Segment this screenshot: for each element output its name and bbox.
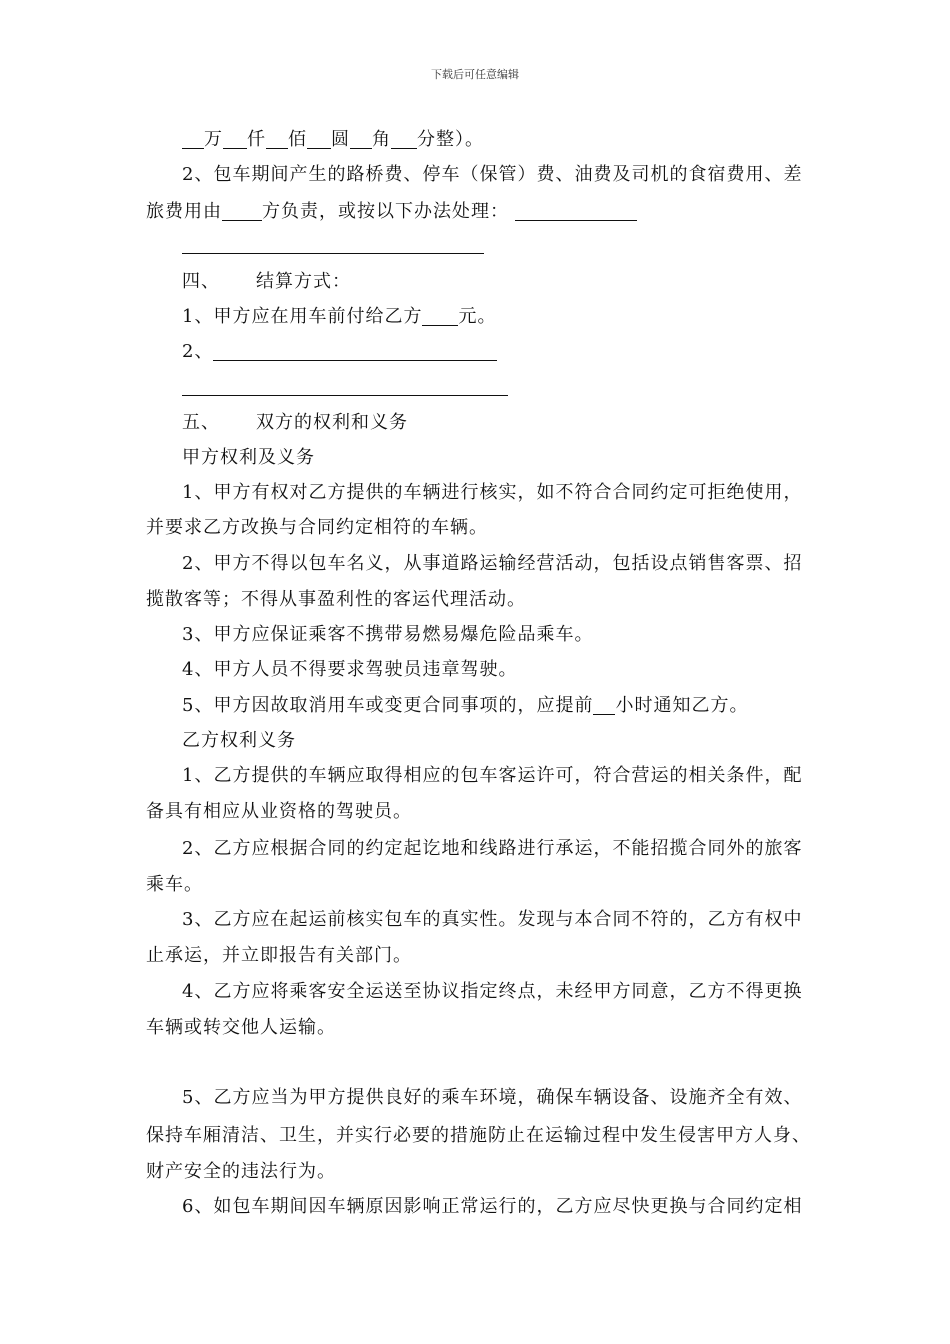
page-header: 下载后可任意编辑: [431, 68, 519, 81]
section-number: 五、: [182, 412, 220, 433]
blank: [222, 202, 262, 221]
text: 小时通知乙方。: [615, 695, 749, 716]
paragraph-line: [146, 200, 637, 224]
paragraph-line: [182, 340, 497, 364]
section-number: 四、: [182, 271, 220, 292]
unit-wan: 万: [204, 129, 223, 150]
text: 1、甲方应在用车前付给乙方: [182, 306, 423, 327]
text: 方负责，或按以下办法处理：: [262, 201, 509, 222]
amount-words-line: [182, 128, 484, 152]
paragraph-line: 车辆或转交他人运输。: [146, 1017, 336, 1038]
section-title: 双方的权利和义务: [256, 412, 408, 433]
paragraph-line: 2、乙方应根据合同的约定起讫地和线路进行承运，不能招揽合同外的旅客: [182, 838, 803, 859]
text: 旅费用由: [146, 201, 222, 222]
paragraph-line: 4、甲方人员不得要求驾驶员违章驾驶。: [182, 659, 518, 680]
paragraph-line: 财产安全的违法行为。: [146, 1161, 336, 1182]
paragraph-line: 2、包车期间产生的路桥费、停车（保管）费、油费及司机的食宿费用、差: [182, 164, 803, 185]
paragraph-line: 2、甲方不得以包车名义，从事道路运输经营活动，包括设点销售客票、招: [182, 553, 803, 574]
unit-yuan: 圆: [331, 129, 350, 150]
paragraph-line: 3、甲方应保证乘客不携带易燃易爆危险品乘车。: [182, 624, 594, 645]
blank: [593, 696, 615, 715]
subsection-title: 乙方权利义务: [182, 730, 296, 751]
paragraph-line: 保持车厢清洁、卫生，并实行必要的措施防止在运输过程中发生侵害甲方人身、: [146, 1125, 811, 1146]
paragraph-line: 4、乙方应将乘客安全运送至协议指定终点，未经甲方同意，乙方不得更换: [182, 981, 803, 1002]
blank: [213, 342, 497, 361]
paragraph-line: 乘车。: [146, 874, 203, 895]
paragraph-line: 并要求乙方改换与合同约定相符的车辆。: [146, 517, 488, 538]
blank: [307, 130, 331, 149]
unit-fen: 分整）。: [417, 129, 484, 150]
text: 5、甲方因故取消用车或变更合同事项的，应提前: [182, 695, 594, 716]
blank: [350, 130, 372, 149]
paragraph-line: 揽散客等；不得从事盈利性的客运代理活动。: [146, 589, 526, 610]
unit-jiao: 角: [372, 129, 391, 150]
paragraph-line: 止承运，并立即报告有关部门。: [146, 945, 412, 966]
paragraph-line: 5、乙方应当为甲方提供良好的乘车环境，确保车辆设备、设施齐全有效、: [182, 1087, 803, 1108]
subsection-title: 甲方权利及义务: [182, 447, 315, 468]
text: 2、: [182, 341, 214, 362]
paragraph-line: 备具有相应从业资格的驾驶员。: [146, 801, 412, 822]
paragraph-line: 6、如包车期间因车辆原因影响正常运行的，乙方应尽快更换与合同约定相: [182, 1196, 803, 1217]
blank: [223, 130, 247, 149]
paragraph-line: [182, 694, 748, 718]
blank: [266, 130, 288, 149]
blank-rule: [182, 395, 508, 396]
paragraph-line: 3、乙方应在起运前核实包车的真实性。发现与本合同不符的，乙方有权中: [182, 909, 803, 930]
text: 元。: [458, 306, 497, 327]
paragraph-line: [182, 305, 496, 329]
section-title: 结算方式：: [256, 271, 351, 292]
blank-rule: [182, 253, 484, 254]
blank: [422, 307, 458, 326]
blank: [182, 130, 204, 149]
paragraph-line: 1、乙方提供的车辆应取得相应的包车客运许可，符合营运的相关条件，配: [182, 765, 803, 786]
unit-qian: 仟: [247, 129, 266, 150]
paragraph-line: 1、甲方有权对乙方提供的车辆进行核实，如不符合合同约定可拒绝使用，: [182, 482, 803, 503]
section-heading-4: [182, 270, 351, 294]
section-heading-5: [182, 411, 408, 435]
blank: [515, 202, 637, 221]
blank: [391, 130, 417, 149]
unit-bai: 佰: [288, 129, 307, 150]
